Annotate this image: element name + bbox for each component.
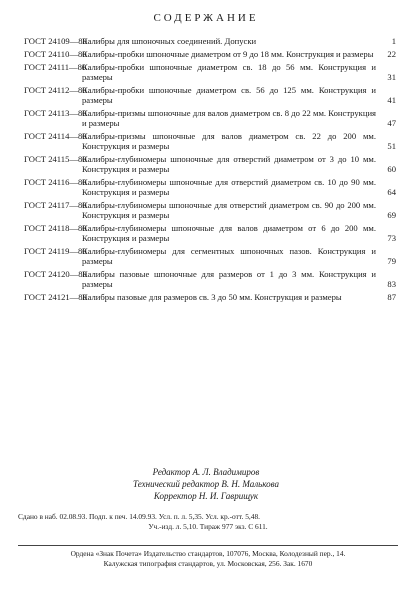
toc-entry	[24, 177, 396, 197]
publisher-info	[18, 549, 398, 569]
toc-code: ГОСТ 24113—80	[24, 108, 87, 118]
toc-text: Калибры-пробки шпоночные диаметром св. 56 до 125 мм. Конструкция и размеры	[82, 85, 376, 105]
toc-page: 51	[387, 141, 396, 151]
toc-page: 79	[387, 256, 396, 266]
toc-entry	[24, 246, 396, 266]
toc-code: ГОСТ 24112—80	[24, 85, 87, 95]
toc-code: ГОСТ 24121—80	[24, 292, 87, 302]
toc-code: ГОСТ 24110—80	[24, 49, 87, 59]
toc-text: Калибры-пробки шпоночные диаметром от 9 до 18 мм. Конструкция и размеры	[82, 49, 374, 59]
toc-entry	[24, 85, 396, 105]
toc-page: 41	[387, 95, 396, 105]
toc-page: 31	[387, 72, 396, 82]
toc-text: Калибры пазовые для размеров св. 3 до 50 мм. Конструкция и размеры	[82, 292, 342, 302]
toc-text: Калибры-глубиномеры шпоночные для отверстий диаметром св. 10 до 90 мм. Конструкция и размеры	[82, 177, 376, 197]
toc-page: 87	[387, 292, 396, 302]
toc-text: Калибры для шпоночных соединений. Допуски	[82, 36, 257, 46]
toc-text: Калибры пазовые шпоночные для размеров от 1 до 3 мм. Конструкция и размеры	[82, 269, 376, 289]
toc-text: Калибры-глубиномеры для сегментных шпоночных пазов. Конструкция и размеры	[82, 246, 376, 266]
publisher-line-2: Калужская типография стандартов, ул. Московская, 256. Зак. 1670	[103, 559, 313, 568]
toc-code: ГОСТ 24118—80	[24, 223, 87, 233]
divider	[18, 545, 398, 546]
toc-code: ГОСТ 24111—80	[24, 62, 87, 72]
toc-text: Калибры-глубиномеры шпоночные для валов диаметром от 6 до 200 мм. Конструкция и размеры	[82, 223, 376, 243]
toc-text: Калибры-глубиномеры шпоночные для отверстий диаметром от 3 до 10 мм. Конструкция и размеры	[82, 154, 376, 174]
toc-page: 69	[387, 210, 396, 220]
page-title: СОДЕРЖАНИЕ	[153, 12, 259, 24]
toc-text: Калибры-призмы шпоночные для валов диаметром св. 22 до 200 мм. Конструкция и размеры	[82, 131, 376, 151]
toc-code: ГОСТ 24115—80	[24, 154, 87, 164]
toc-entry	[24, 200, 396, 220]
toc-entry	[24, 62, 396, 82]
toc-code: ГОСТ 24120—80	[24, 269, 87, 279]
toc-entry	[24, 108, 396, 128]
publisher-line-1: Ордена «Знак Почета» Издательство стандартов, 107076, Москва, Колодезный пер., 14.	[70, 549, 346, 558]
toc-entry	[24, 223, 396, 243]
toc-text: Калибры-пробки шпоночные диаметром св. 18 до 56 мм. Конструкция и размеры	[82, 62, 376, 82]
toc-code: ГОСТ 24109—80	[24, 36, 87, 46]
credits	[0, 466, 412, 502]
toc-entry	[24, 269, 396, 289]
toc-entry	[24, 36, 396, 46]
toc-page: 64	[387, 187, 396, 197]
imprint	[18, 512, 398, 532]
toc-page: 1	[391, 36, 396, 46]
toc-page: 47	[387, 118, 396, 128]
tech-editor-line: Технический редактор В. Н. Малькова	[133, 479, 279, 489]
toc-page: 60	[387, 164, 396, 174]
toc-text: Калибры-глубиномеры шпоночные для отверстий диаметром св. 90 до 200 мм. Конструкция и размеры	[82, 200, 376, 220]
toc-code: ГОСТ 24117—80	[24, 200, 87, 210]
toc-page: 73	[387, 233, 396, 243]
imprint-line-2: Уч.-изд. л. 5,10. Тираж 977 экз. С 611.	[148, 522, 268, 531]
toc-code: ГОСТ 24116—80	[24, 177, 87, 187]
corrector-line: Корректор Н. И. Гаврищук	[153, 491, 259, 501]
toc-code: ГОСТ 24114—80	[24, 131, 87, 141]
toc-page: 83	[387, 279, 396, 289]
editor-line: Редактор А. Л. Владимиров	[152, 467, 260, 477]
toc-page: 22	[387, 49, 396, 59]
toc-code: ГОСТ 24119—80	[24, 246, 87, 256]
toc-entry	[24, 292, 396, 302]
toc-text: Калибры-призмы шпоночные для валов диаметром св. 8 до 22 мм. Конструкция и размеры	[82, 108, 376, 128]
table-of-contents	[24, 36, 396, 305]
toc-entry	[24, 154, 396, 174]
toc-entry	[24, 131, 396, 151]
toc-entry	[24, 49, 396, 59]
imprint-line-1: Сдано в наб. 02.08.93. Подп. к печ. 14.09.93. Усл. п. л. 5,35. Усл. кр.-отт. 5,48.	[18, 512, 261, 521]
